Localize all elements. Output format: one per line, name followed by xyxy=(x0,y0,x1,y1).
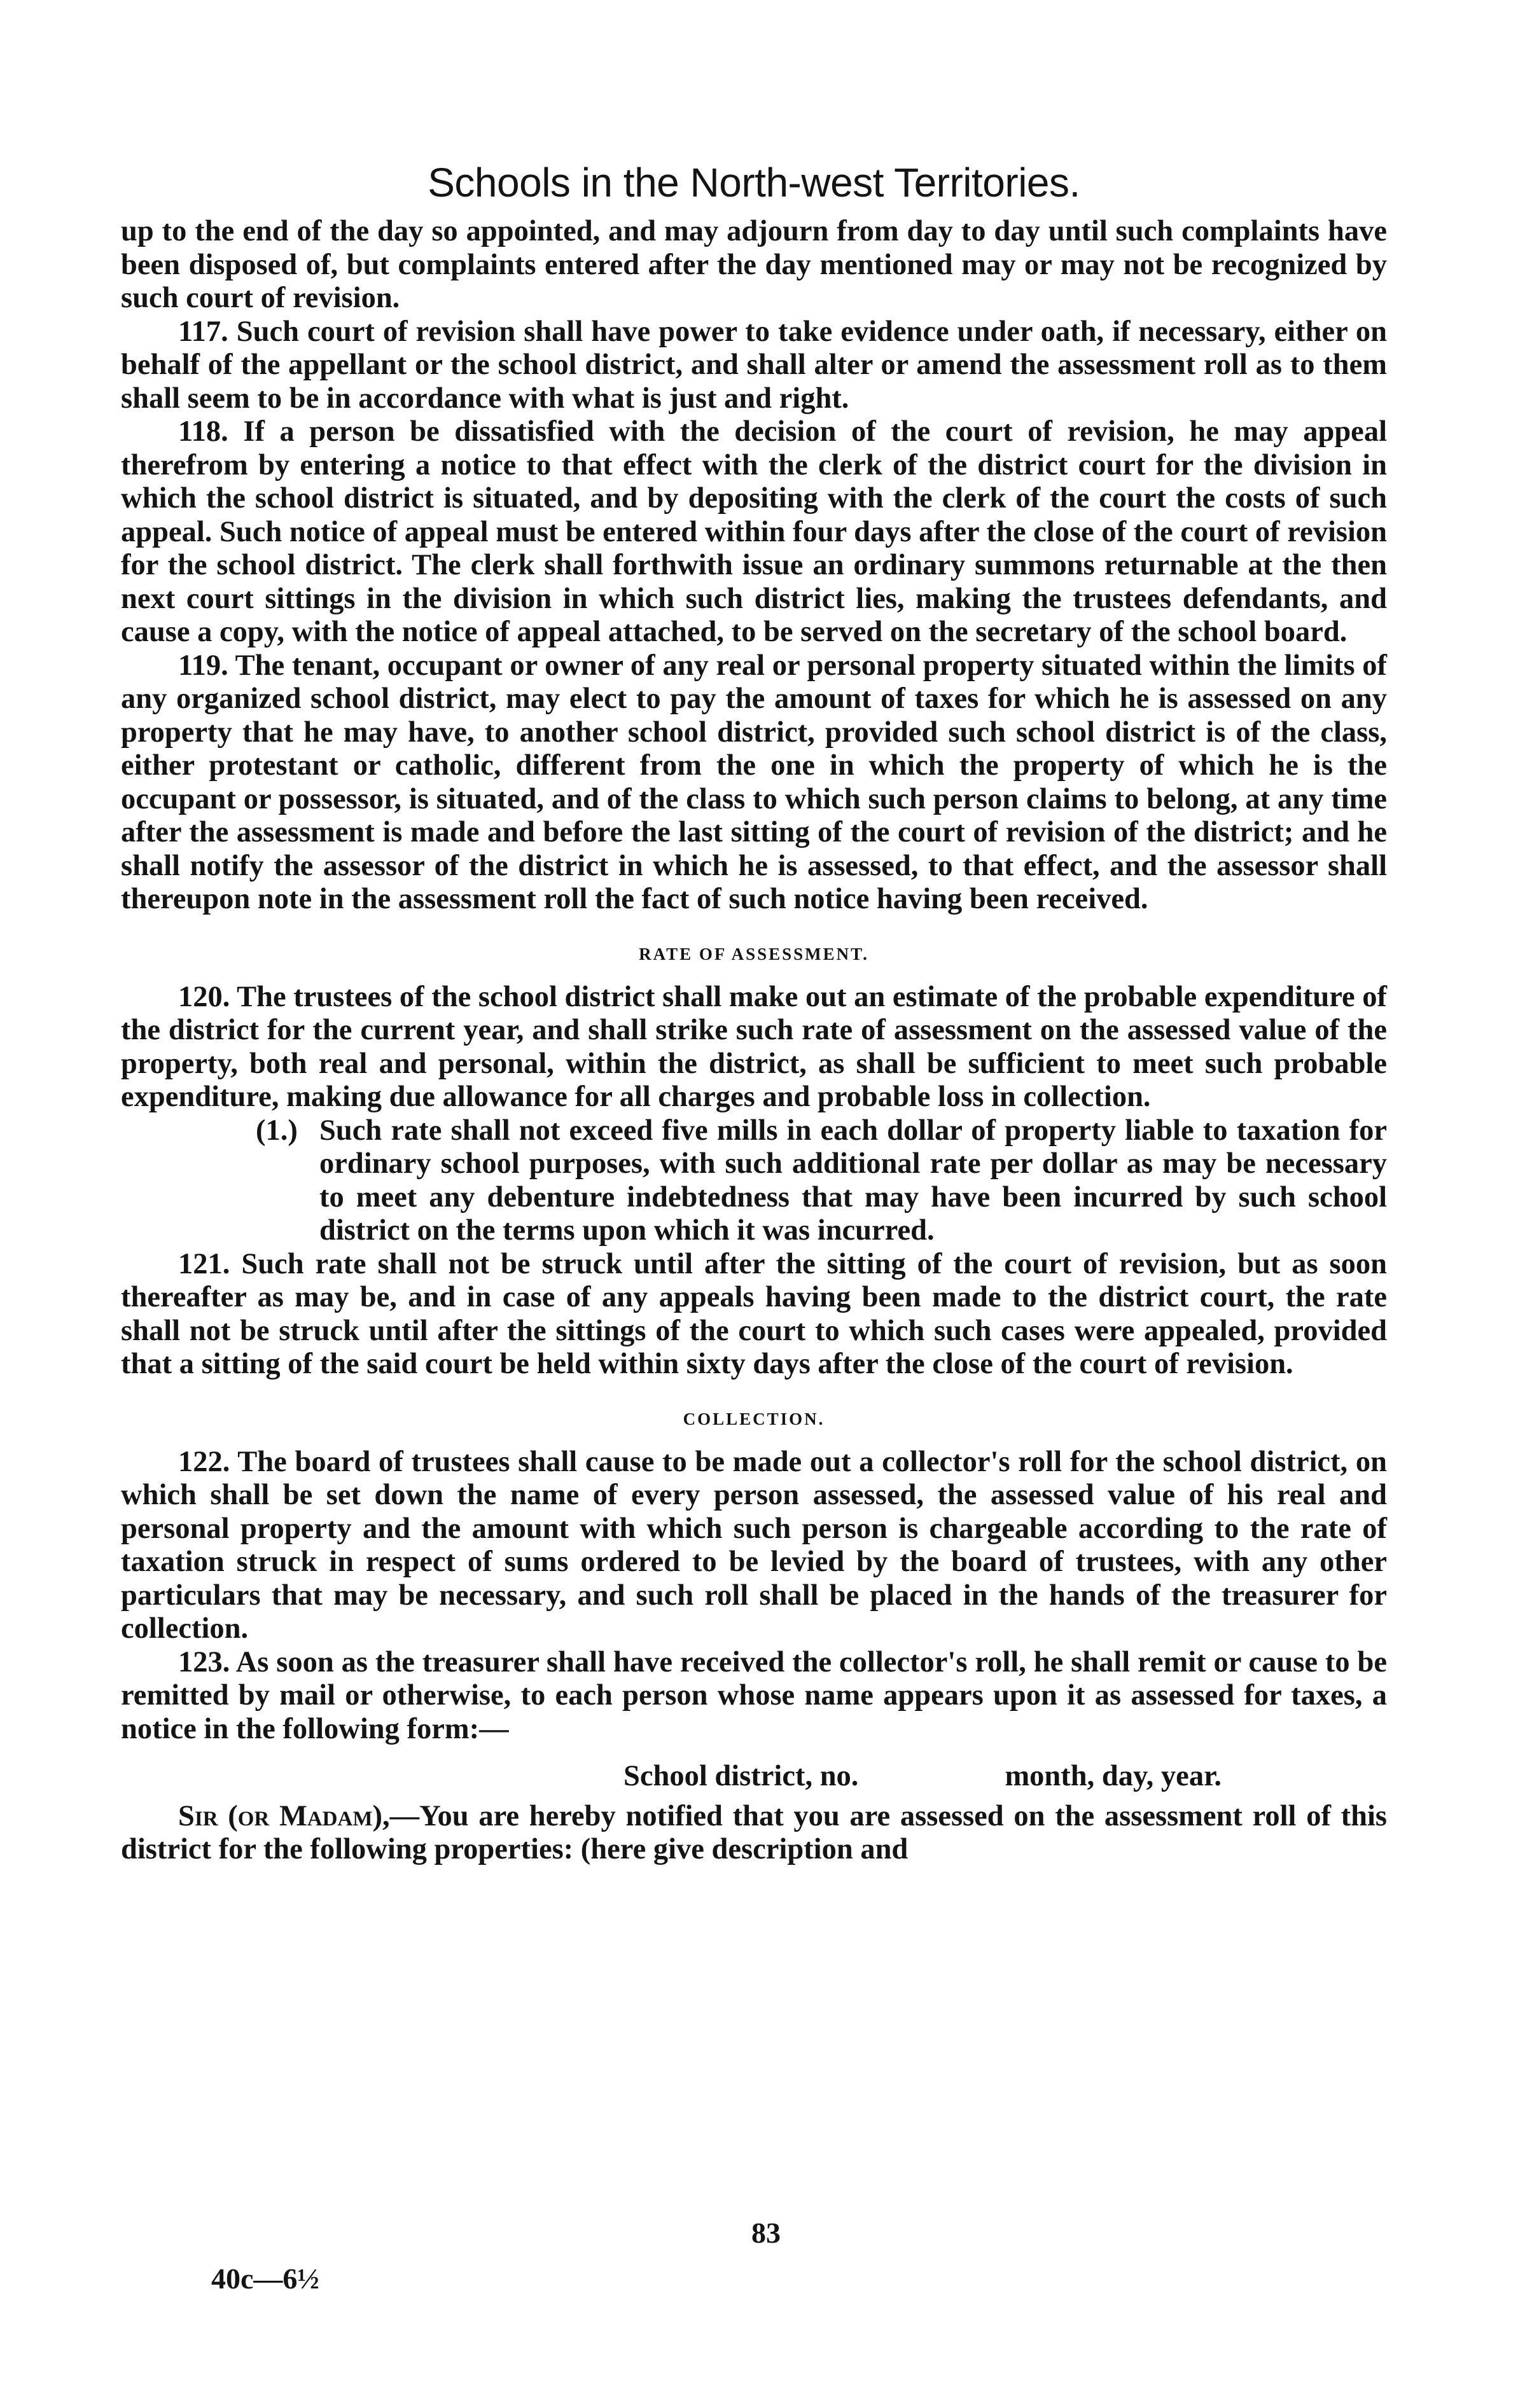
paragraph-120: 120. The trustees of the school district shall make out an estimate of the probable expenditure of the district for the current year, and shall strike such rate of assessment on the assessed value of the property, both real and personal, within the district, as shall be sufficient to meet such probable expenditure, making due allowance for all charges and probable loss in collection. xyxy=(121,980,1387,1113)
notice-body: —You are hereby notified that you are assessed on the assessment roll of this district for the following properties: (here give description and xyxy=(121,1799,1387,1865)
form-school-district: School district, no. xyxy=(623,1760,859,1792)
form-date: month, day, year. xyxy=(1005,1760,1222,1792)
running-head: Schools in the North-west Territories. xyxy=(428,160,1080,205)
section-heading-collection: COLLECTION. xyxy=(683,1409,825,1429)
paragraph-119: 119. The tenant, occupant or owner of any real or personal property situated within the limits of any organized school district, may elect to pay the amount of taxes for which he is assessed on any property that he may have, to another school district, provided such school district is of the class, either protestant or catholic, different from the one in which the property of which he is the occupant or possessor, is situated, and of the class to which such person claims to belong, at any time after the assessment is made and before the last sitting of the court of revision of the district; and he shall notify the assessor of the district in which he is assessed, to that effect, and the assessor shall thereupon note in the assessment roll the fact of such notice having been received. xyxy=(121,649,1387,915)
salutation: Sir (or Madam), xyxy=(178,1799,390,1832)
form-notice-text xyxy=(121,1800,1387,1867)
paragraph-117: 117. Such court of revision shall have power to take evidence under oath, if necessary, either on behalf of the appellant or the school district, and shall alter or amend the assessment roll as to them shall seem to be in accordance with what is just and right. xyxy=(121,315,1387,415)
section-heading-rate-of-assessment: RATE OF ASSESSMENT. xyxy=(639,944,869,964)
signature-mark: 40c—6½ xyxy=(211,2262,319,2295)
paragraph-123: 123. As soon as the treasurer shall have received the collector's roll, he shall remit or cause to be remitted by mail or otherwise, to each person whose name appears upon it as assessed for taxes, a notice in the following form:— xyxy=(121,1645,1387,1745)
subsection-number: (1.) xyxy=(256,1114,298,1147)
paragraph-116-continued: up to the end of the day so appointed, and may adjourn from day to day until such complaints have been disposed of, but complaints entered after the day mentioned may or may not be recognized by such court of revision. xyxy=(121,215,1387,314)
page-body xyxy=(121,159,1387,1867)
subsection-120-1 xyxy=(256,1114,1387,1248)
paragraph-122: 122. The board of trustees shall cause to be made out a collector's roll for the school district, on which shall be set down the name of every person assessed, the assessed value of his real and personal property and the amount with which such person is chargeable according to the rate of taxation struck in respect of sums ordered to be levied by the board of trustees, with any other particulars that may be necessary, and such roll shall be placed in the hands of the treasurer for collection. xyxy=(121,1445,1387,1645)
subsection-text: Such rate shall not exceed five mills in each dollar of property liable to taxation for ordinary school purposes, with such additional rate per dollar as may be necessary to meet any debenture indebtedness that may have been incurred by such school district on the terms upon which it was incurred. xyxy=(319,1114,1387,1247)
paragraph-121: 121. Such rate shall not be struck until after the sitting of the court of revision, but as soon thereafter as may be, and in case of any appeals having been made to the district court, the rate shall not be struck until after the sittings of the court to which such cases were appealed, provided that a sitting of the said court be held within sixty days after the close of the court of revision. xyxy=(121,1247,1387,1380)
form-header-line xyxy=(121,1760,1387,1794)
page-number: 83 xyxy=(751,2217,781,2249)
paragraph-118: 118. If a person be dissatisfied with the decision of the court of revision, he may appeal therefrom by entering a notice to that effect with the clerk of the district court for the division in which the school district is situated, and by depositing with the clerk of the court the costs of such appeal. Such notice of appeal must be entered within four days after the close of the court of revision for the school district. The clerk shall forthwith issue an ordinary summons returnable at the then next court sittings in the division in which such district lies, making the trustees defendants, and cause a copy, with the notice of appeal attached, to be served on the secretary of the school board. xyxy=(121,415,1387,648)
